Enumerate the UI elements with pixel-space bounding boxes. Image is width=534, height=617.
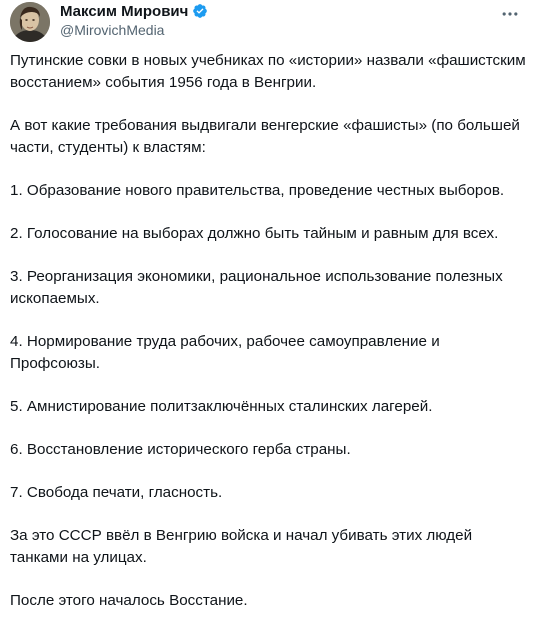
- verified-badge-icon: [192, 3, 208, 19]
- tweet-paragraph: А вот какие требования выдвигали венгерские «фашисты» (по большей части, студенты) к властям:: [10, 117, 520, 156]
- tweet-paragraph: Путинские совки в новых учебниках по «истории» назвали «фашистским восстанием» события 1956 года в Венгрии.: [10, 52, 526, 91]
- tweet-header: [10, 2, 526, 42]
- tweet-paragraph: За это СССР ввёл в Венгрию войска и начал убивать этих людей танками на улицах.: [10, 527, 473, 566]
- author-handle[interactable]: @MirovichMedia: [60, 22, 165, 38]
- tweet-list-item: 3. Реорганизация экономики, рациональное использование полезных ископаемых.: [10, 268, 503, 307]
- tweet-list-item: 4. Нормирование труда рабочих, рабочее самоуправление и Профсоюзы.: [10, 333, 440, 372]
- tweet-list-item: 1. Образование нового правительства, проведение честных выборов.: [10, 182, 505, 199]
- tweet-list-item: 2. Голосование на выборах должно быть тайным и равным для всех.: [10, 225, 499, 242]
- tweet-list-item: 6. Восстановление исторического герба страны.: [10, 441, 351, 458]
- tweet-paragraph: После этого началось Восстание.: [10, 592, 248, 609]
- tweet-list-item: 5. Амнистирование политзаключённых сталинских лагерей.: [10, 398, 433, 415]
- author-block: [60, 2, 208, 38]
- avatar[interactable]: [10, 2, 50, 42]
- tweet-list-item: 7. Свобода печати, гласность.: [10, 484, 223, 501]
- avatar-portrait-icon: [10, 2, 50, 42]
- author-display-name[interactable]: Максим Мирович: [60, 2, 189, 20]
- author-name-row: [60, 2, 208, 20]
- tweet-text: [10, 50, 526, 612]
- more-horizontal-icon[interactable]: [500, 4, 520, 24]
